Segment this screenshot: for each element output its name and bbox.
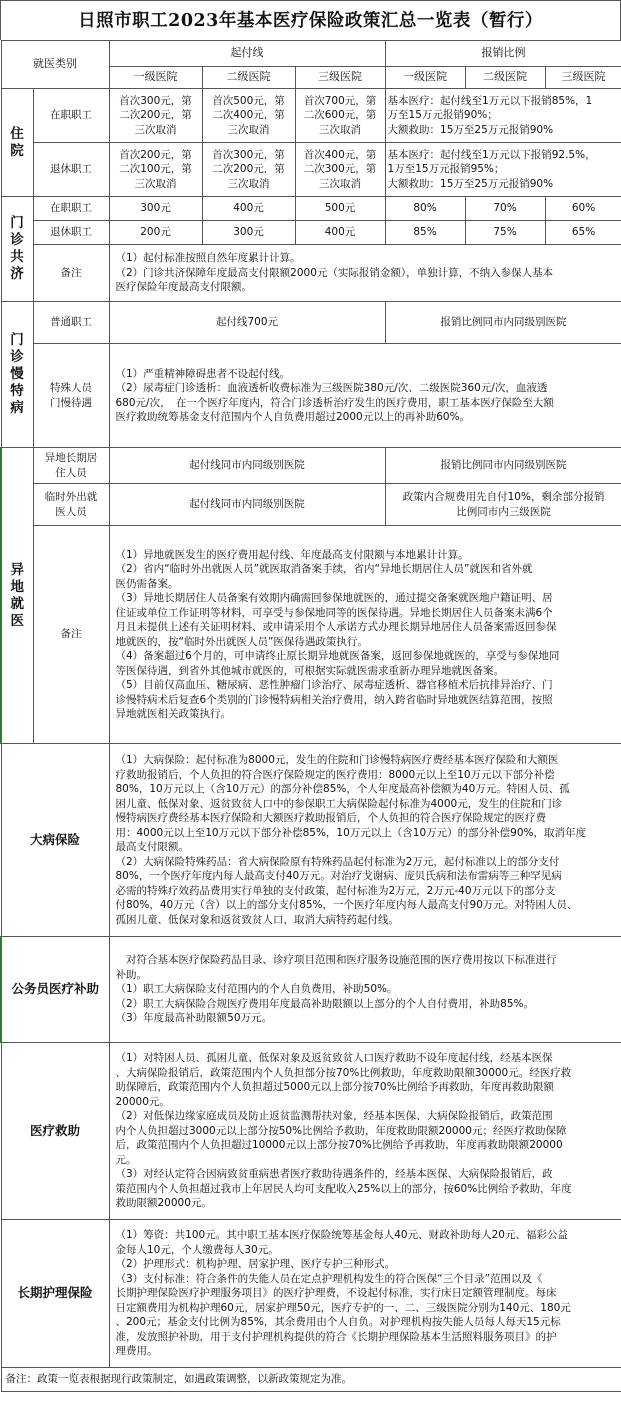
- outpatient-ratio-l1: 80%: [385, 197, 465, 221]
- inpatient-threshold-l2: 首次500元，第 二次400元，第 三次取消: [202, 89, 295, 143]
- remote-temp-threshold: 起付线同市内同级别医院: [109, 484, 385, 526]
- header-ratio-level3: 三级医院: [545, 67, 621, 89]
- outpatient-ratio-l2: 75%: [465, 221, 545, 245]
- inpatient-threshold-l3: 首次400元，第 二次300元，第 三次取消: [295, 143, 385, 197]
- outpatient-type: 退休职工: [33, 221, 109, 245]
- chronic-normal-type: 普通职工: [33, 302, 109, 344]
- section-label-ltc: 长期护理保险: [1, 1220, 109, 1368]
- civil-text: 对符合基本医疗保险药品目录、诊疗项目范围和医疗服务设施范围的医疗费用按以下标准进行 补助。 （1）职工大病保险支付范围内的个人自负费用，补助50%。 （2）职工大病保险合规医疗费用年度最高补助限额以上部分的个人自付费用，补助85%。 （3）年度最高补助限额50万元。: [109, 937, 621, 1043]
- remote-temp-ratio: 政策内合规费用先自付10%，剩余部分报销 比例同市内三级医院: [385, 484, 621, 526]
- header-ratio-level1: 一级医院: [385, 67, 465, 89]
- section-label-chronic: 门 诊 慢 特 病: [1, 302, 33, 448]
- critical-text: （1）大病保险：起付标准为8000元，发生的住院和门诊慢特病医疗费经基本医疗保险和大额医 疗救助报销后，个人负担的符合医疗保险规定的医疗费用：8000元以上至10万元以下部分补偿 80%，10万元以上（含10万元）的部分补偿85%，个人年度最高补偿额为40万元。特困人员、孤 困儿童、低保对象、返贫致贫人口中的参保职工大病保险起付标准为4000元，发生的住院和门诊 慢特病医疗费经基本医疗保险和大额医疗救助报销后，个人负担的符合医疗保险规定的医疗费 用：4000元以上至10万元以下部分补偿85%，10万元以上（含10万元）的部分补偿90%，取消年度 最高支付限额。 （2）大病保险特殊药品：省大病保险原有特殊药品起付标准为2万元，起付标准以上的部分支付 80%，一个医疗年度内每人最高支付40万元。对治疗戈谢病、庞贝氏病和法布雷病等三种罕见病 必需的特殊疗效药品费用实行单独的支付政策，起付标准为2万元，2万元-40万元以下的部分支 付80%，40万元（含）以上的部分支付85%，一个医疗年度内每人最高支付90万元。对特困人员、 孤困儿童、低保对象和返贫致贫人口，取消大病特药起付线。: [109, 744, 621, 937]
- chronic-special-text: （1）严重精神障碍患者不设起付线。 （2）尿毒症门诊透析：血液透析收费标准为三级医院380元/次、二级医院360元/次，血液透 680元/次， 在一个医疗年度内，符合门诊透析治疗发生的医疗费用，职工基本医疗保险至大额 医疗救助统筹基金支付范围内个人自负费用超过2000元以上的再补助60%。: [109, 344, 621, 448]
- section-label-critical: 大病保险: [1, 744, 109, 937]
- inpatient-threshold-l1: 首次200元，第 二次100元，第 三次取消: [109, 143, 202, 197]
- outpatient-ratio-l3: 60%: [545, 197, 621, 221]
- chronic-special-type: 特殊人员 门慢待遇: [33, 344, 109, 448]
- remote-note: （1）异地就医发生的医疗费用起付线、年度最高支付限额与本地累计计算。 （2）省内“临时外出就医人员”就医取消备案手续，省内“异地长期居住人员”就医和省外就 医仍需备案。 （3）异地长期居住人员备案有效期内确需回参保地就医的，通过提交备案就医地户籍证明、居 住证或单位工作证明等材料，可享受与参保地同等的医保待遇。异地长期居住人员备案未满6个 月且未提供上述有关证明材料、或申请采用个人承诺方式办理长期异地居住人员备案需返回参保 地就医的，按“临时外出就医人员”医保待遇政策执行。 （4）备案超过6个月的，可申请终止原长期异地就医备案，返回参保地就医的，享受与参保地同 等医保待遇，到省外其他城市就医的，可根据实际就医需求重新办理异地就医备案。 （5）目前仅高血压、糖尿病、恶性肿瘤门诊治疗、尿毒症透析、器官移植术后抗排异治疗、门 诊慢特病术后复查6个类别的门诊慢特病相关治疗费用，纳入跨省临时异地就医结算范围，按照 异地就医相关政策执行。: [109, 526, 621, 744]
- chronic-normal-ratio: 报销比例同市内同级别医院: [385, 302, 621, 344]
- inpatient-threshold-l1: 首次300元，第 二次200元，第 三次取消: [109, 89, 202, 143]
- policy-table: [0, 40, 621, 1392]
- header-threshold-level3: 三级医院: [295, 67, 385, 89]
- inpatient-threshold-l3: 首次700元，第 二次600元，第 三次取消: [295, 89, 385, 143]
- remote-long-type: 异地长期居 住人员: [33, 448, 109, 484]
- section-label-aid: 医疗救助: [1, 1043, 109, 1220]
- page-title: 日照市职工2023年基本医疗保险政策汇总一览表（暂行）: [0, 0, 621, 40]
- footer-note: 备注：政策一览表根据现行政策制定，如遇政策调整，以新政策规定为准。: [1, 1368, 621, 1392]
- inpatient-ratio: 基本医疗：起付线至1万元以下报销92.5%， 1万至15万元报销95%； 大额救助：15万至25万元报销90%: [385, 143, 621, 197]
- ltc-text: （1）筹资：共100元。其中职工基本医疗保险统筹基金每人40元、财政补助每人20元、福彩公益 金每人10元，个人缴费每人30元。 （2）护理形式：机构护理、居家护理、医疗专护三种形式。 （3）支付标准：符合条件的失能人员在定点护理机构发生的符合医保“三个目录”范围以及《 长期护理保险医疗护理服务项目》的医疗护理费，不设起付标准，实行床日定额管理制度。每床 日定额费用为机构护理60元，居家护理50元，医疗专护的一、二、三级医院分别为140元、180元 、200元；基金支付比例为85%，其余费用由个人自负。对护理机构按失能人员每人每天15元标 准，发放照护补助，用于支付护理机构提供的符合《长期护理保险基本生活照料服务项目》的护 理费用。: [109, 1220, 621, 1368]
- aid-text: （1）对特困人员、孤困儿童、低保对象及返贫致贫人口医疗救助不设年度起付线，经基本医保 、大病保险报销后，政策范围内个人负担部分按70%比例救助，年度救助限额30000元。经医疗救 助保障后，政策范围内个人负担超过5000元以上部分按70%比例给予再救助，年度再救助限额 20000元。 （2）对低保边缘家庭成员及防止返贫监测帮扶对象，经基本医保、大病保险报销后，政策范围 内个人负担超过3000元以上部分按50%比例给予救助，年度救助限额20000元；经医疗救助保障 后，政策范围内个人负担超过10000元以上部分按70%比例给予再救助，年度再救助限额20000 元。 （3）对经认定符合因病致贫重病患者医疗救助待遇条件的，经基本医保、大病保险报销后，政 策范围内个人负担超过我市上年居民人均可支配收入25%以上的部分，按60%比例给予救助，年度 救助限额20000元。: [109, 1043, 621, 1220]
- outpatient-threshold-l2: 400元: [202, 197, 295, 221]
- outpatient-threshold-l3: 500元: [295, 197, 385, 221]
- header-threshold-level2: 二级医院: [202, 67, 295, 89]
- section-label-remote: 异 地 就 医: [1, 448, 33, 744]
- inpatient-threshold-l2: 首次300元，第 二次200元，第 三次取消: [202, 143, 295, 197]
- outpatient-threshold-l2: 300元: [202, 221, 295, 245]
- header-threshold-level1: 一级医院: [109, 67, 202, 89]
- remote-long-threshold: 起付线同市内同级别医院: [109, 448, 385, 484]
- header-threshold: 起付线: [109, 41, 385, 67]
- outpatient-threshold-l3: 400元: [295, 221, 385, 245]
- outpatient-note: （1）起付标准按照自然年度累计计算。 （2）门诊共济保障年度最高支付限额2000元（实际报销金额），单独计算，不纳入参保人基本 医疗保险年度最高支付限额。: [109, 245, 621, 302]
- section-label-civil: 公务员医疗补助: [1, 937, 109, 1043]
- outpatient-ratio-l2: 70%: [465, 197, 545, 221]
- header-ratio-level2: 二级医院: [465, 67, 545, 89]
- chronic-normal-threshold: 起付线700元: [109, 302, 385, 344]
- outpatient-threshold-l1: 300元: [109, 197, 202, 221]
- section-label-outpatient: 门 诊 共 济: [1, 197, 33, 302]
- inpatient-type: 退休职工: [33, 143, 109, 197]
- outpatient-type: 在职职工: [33, 197, 109, 221]
- outpatient-note-label: 备注: [33, 245, 109, 302]
- section-label-inpatient: 住院: [1, 89, 33, 197]
- remote-temp-type: 临时外出就 医人员: [33, 484, 109, 526]
- outpatient-ratio-l1: 85%: [385, 221, 465, 245]
- header-category: 就医类别: [1, 41, 109, 89]
- outpatient-threshold-l1: 200元: [109, 221, 202, 245]
- outpatient-ratio-l3: 65%: [545, 221, 621, 245]
- inpatient-ratio: 基本医疗：起付线至1万元以下报销85%，1 万至15万元报销90%； 大额救助：15万至25万元报销90%: [385, 89, 621, 143]
- remote-long-ratio: 报销比例同市内同级别医院: [385, 448, 621, 484]
- header-reimbursement: 报销比例: [385, 41, 621, 67]
- remote-note-label: 备注: [33, 526, 109, 744]
- inpatient-type: 在职职工: [33, 89, 109, 143]
